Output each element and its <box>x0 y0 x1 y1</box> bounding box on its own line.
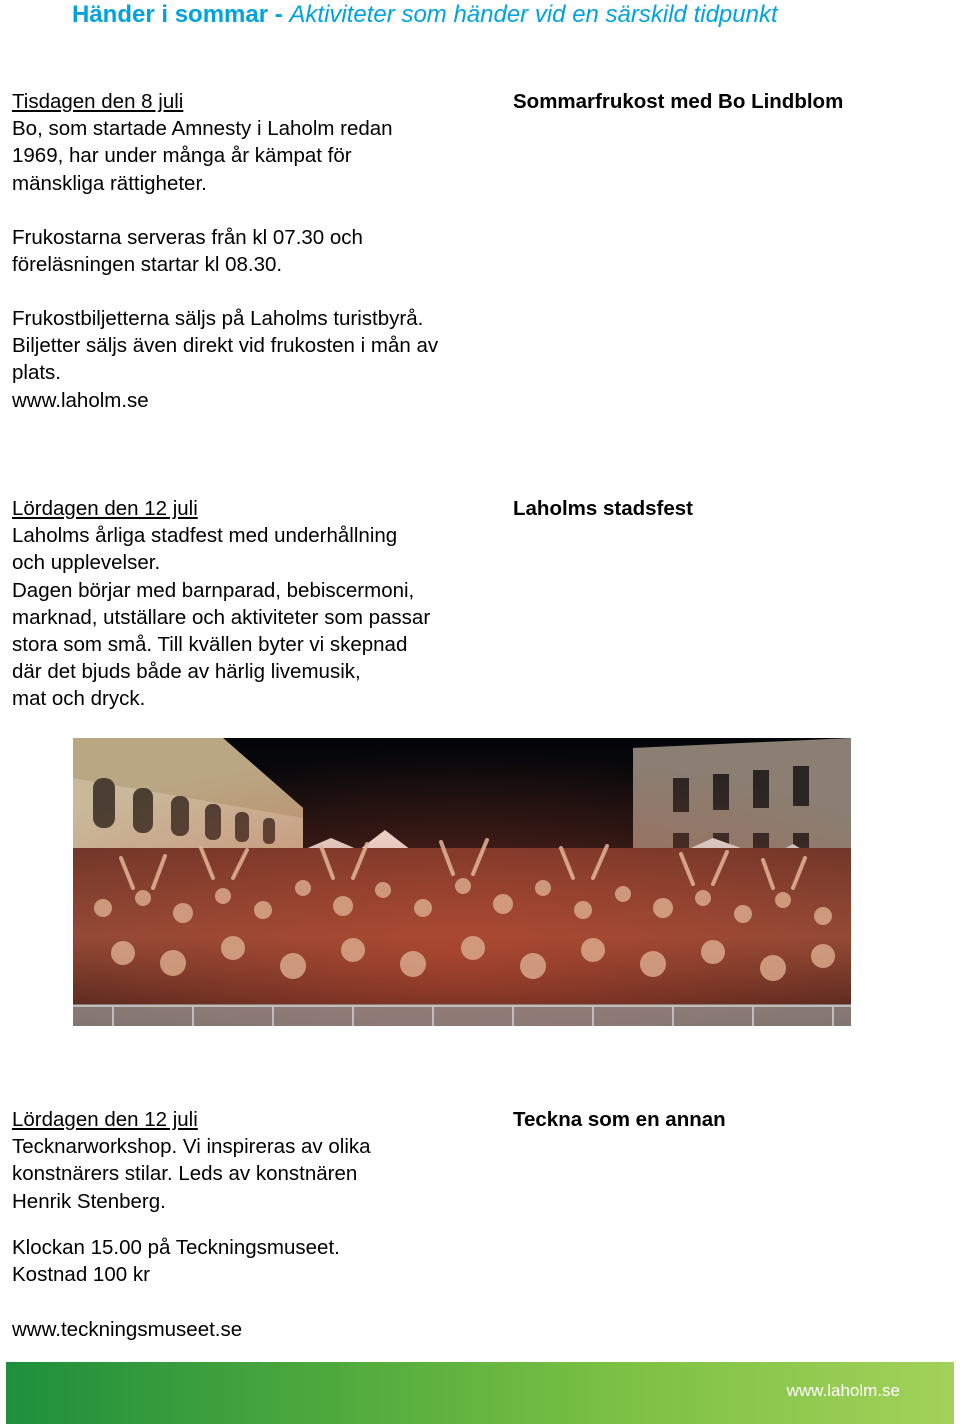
page-title-main: Händer i sommar - <box>72 1 283 28</box>
event-3-line: Klockan 15.00 på Teckningsmuseet. <box>12 1236 340 1259</box>
festival-crowd-photo <box>73 738 851 1026</box>
laholm-link[interactable]: www.laholm.se <box>12 388 149 412</box>
event-2-line: Laholms årliga stadfest med underhållning <box>12 524 398 548</box>
event-2-text <box>12 495 430 713</box>
event-2-date: Lördagen den 12 juli <box>12 497 198 520</box>
event-3-line: konstnärers stilar. Leds av konstnären <box>12 1162 358 1186</box>
event-2-heading: Laholms stadsfest <box>513 497 693 520</box>
event-3-website <box>12 1316 242 1343</box>
event-1-line: Frukostbiljetterna säljs på Laholms turistbyrå. <box>12 307 424 330</box>
event-2-line: mat och dryck. <box>12 687 146 711</box>
event-3-heading: Teckna som en annan <box>513 1108 726 1131</box>
event-1-times <box>12 224 363 278</box>
event-3-line: Henrik Stenberg. <box>12 1189 166 1213</box>
event-1-heading: Sommarfrukost med Bo Lindblom <box>513 90 844 113</box>
event-3-line: Tecknarworkshop. Vi inspireras av olika <box>12 1135 371 1159</box>
event-1-line: Frukostarna serveras från kl 07.30 och <box>12 226 363 249</box>
event-2-line: och upplevelser. <box>12 551 161 575</box>
event-2-line: marknad, utställare och aktiviteter som passar <box>12 605 431 629</box>
event-3-date: Lördagen den 12 juli <box>12 1108 198 1131</box>
event-2-line: där det bjuds både av härlig livemusik, <box>12 660 361 684</box>
event-1-line: plats. <box>12 361 61 385</box>
crowd-illustration <box>73 738 851 1026</box>
event-1-line: föreläsningen startar kl 08.30. <box>12 253 283 277</box>
event-2-line: Dagen börjar med barnparad, bebiscermoni, <box>12 578 415 602</box>
event-3-details <box>12 1234 340 1288</box>
event-1-date: Tisdagen den 8 juli <box>12 90 184 113</box>
teckningsmuseet-link[interactable]: www.teckningsmuseet.se <box>12 1318 243 1341</box>
page-title <box>72 0 952 30</box>
event-3-text <box>12 1106 371 1215</box>
page-title-sub: Aktiviteter som händer vid en särskild tidpunkt <box>289 1 778 28</box>
event-3-line: Kostnad 100 kr <box>12 1263 150 1287</box>
event-1-line: mänskliga rättigheter. <box>12 171 207 195</box>
event-2-line: stora som små. Till kvällen byter vi skepnad <box>12 633 408 657</box>
footer-link[interactable]: www.laholm.se <box>786 1381 900 1400</box>
event-1-line: Biljetter säljs även direkt vid frukosten i mån av <box>12 334 439 358</box>
footer-bar <box>6 1362 954 1424</box>
event-1-text <box>12 88 393 197</box>
event-1-line: 1969, har under många år kämpat för <box>12 144 352 168</box>
event-1-line: Bo, som startade Amnesty i Laholm redan <box>12 117 393 141</box>
event-1-tickets <box>12 305 438 414</box>
